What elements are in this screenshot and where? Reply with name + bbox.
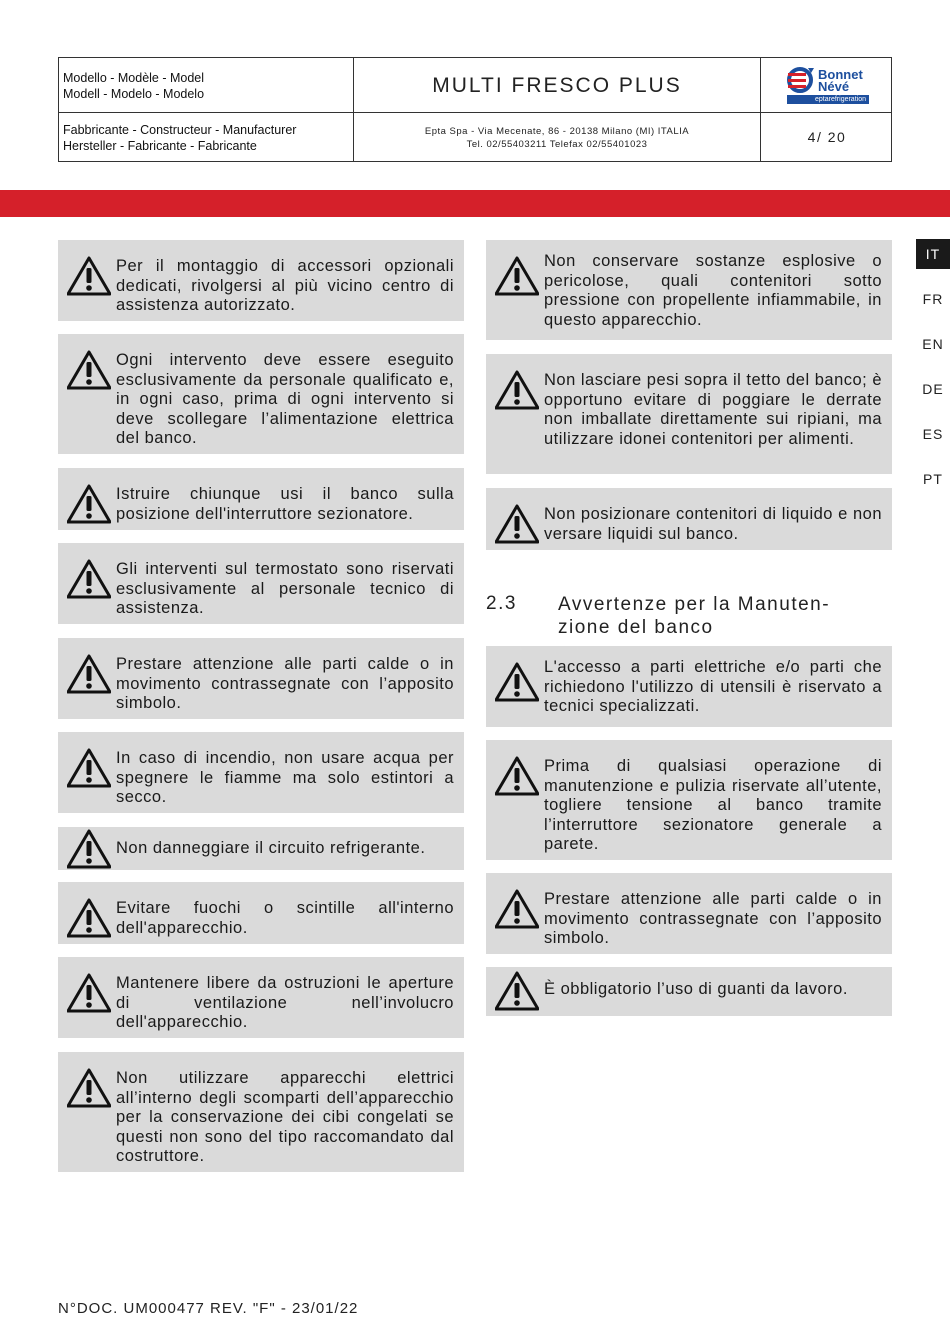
lang-tab-en[interactable]: EN [922,336,944,352]
warning-triangle-icon [495,504,539,544]
warning-text: Mantenere libere da ostruzioni le aperture di ventilazione nell’involucro dell'apparecchio. [116,974,454,1032]
warning-triangle-icon [67,973,111,1013]
warning-triangle-icon [495,756,539,796]
logo-brand-line2: Névé [818,79,850,94]
warning-text: Non posizionare contenitori di liquido e non versare liquidi sul banco. [544,505,882,543]
warning-triangle-icon [67,256,111,296]
model-label [63,70,349,102]
warning-box [486,873,892,954]
warning-box [58,638,464,719]
warning-box [486,354,892,474]
warning-text: In caso di incendio, non usare acqua per spegnere le fiamme ma solo estintori a secco. [116,749,454,807]
warning-box [58,334,464,454]
warning-box [58,882,464,944]
manufacturer-label-line1: Fabbricante - Constructeur - Manufacturer [63,123,297,137]
model-label-line1: Modello - Modèle - Model [63,71,205,85]
logo-brand-line1: Bonnet [818,67,863,82]
warning-box [486,967,892,1016]
warning-text: Non conservare sostanze esplosive o pericolose, quali contenitori sotto pressione con propellente infiammabile, in questo apparecchio. [544,252,882,329]
accent-bar [0,190,950,217]
address-line2: Tel. 02/55403211 Telefax 02/55401023 [466,139,648,150]
warning-text: Evitare fuochi o scintille all'interno dell'apparecchio. [116,899,454,937]
document-title: MULTI FRESCO PLUS [432,74,682,97]
warning-text: Ogni intervento deve essere eseguito esclusivamente da personale qualificato e, in ogni caso, prima di ogni intervento si deve scollegare l’alimentazione elettrica del banco. [116,351,454,448]
warning-text: Istruire chiunque usi il banco sulla posizione dell'interruttore sezionatore. [116,485,454,523]
bonnet-neve-logo [782,63,872,107]
warning-text: L'accesso a parti elettriche e/o parti che richiedono l'utilizzo di utensili è riservato a tecnici specializzati. [544,658,882,716]
warning-box [58,1052,464,1172]
warning-box [486,240,892,340]
warning-box [486,740,892,860]
logo-emblem-icon [784,64,818,96]
warning-text: Prestare attenzione alle parti calde o in movimento contrassegnate con l’apposito simbolo. [116,655,454,713]
warning-triangle-icon [67,559,111,599]
warning-box [58,827,464,870]
lang-tab-fr[interactable]: FR [922,291,944,307]
warning-box [486,646,892,727]
document-header [58,57,892,162]
warning-triangle-icon [495,662,539,702]
model-label-line2: Modell - Modelo - Modelo [63,87,205,101]
page-number: 4/ 20 [807,129,847,145]
warning-text: Gli interventi sul termostato sono riservati esclusivamente al personale tecnico di assistenza. [116,560,454,618]
warning-triangle-icon [67,654,111,694]
logo-tagline: eptarefrigeration [787,95,869,104]
manufacturer-address [354,125,760,151]
warning-box [486,488,892,550]
warning-box [58,957,464,1038]
warning-text: Non utilizzare apparecchi elettrici all’interno degli scomparti dell’apparecchio per la conservazione dei cibi congelati se questi non sono del tipo raccomandato dal costruttore. [116,1069,454,1166]
manufacturer-label [63,122,349,154]
address-line1: Epta Spa - Via Mecenate, 86 - 20138 Milano (MI) ITALIA [424,126,690,137]
lang-tab-pt[interactable]: PT [923,471,943,487]
lang-tab-de[interactable]: DE [922,381,944,397]
warning-text: Non danneggiare il circuito refrigerante. [116,839,426,857]
warning-box [58,732,464,813]
warning-text: Per il montaggio di accessori opzionali dedicati, rivolgersi al più vicino centro di assistenza autorizzato. [116,257,454,315]
lang-tab-it[interactable]: IT [916,239,950,269]
warning-triangle-icon [67,829,111,869]
warning-text: Prestare attenzione alle parti calde o in movimento contrassegnate con l’apposito simbolo. [544,890,882,948]
document-number-footer: N°DOC. UM000477 REV. "F" - 23/01/22 [58,1300,359,1317]
warning-box [58,468,464,530]
warning-box [58,240,464,321]
warning-box [58,543,464,624]
warning-triangle-icon [67,484,111,524]
warning-triangle-icon [67,748,111,788]
lang-tab-es[interactable]: ES [922,426,944,442]
warning-triangle-icon [67,350,111,390]
warning-text: Prima di qualsiasi operazione di manutenzione e pulizia riservate all’utente, togliere tensione al banco tramite l’interruttore sezionatore generale a parete. [544,757,882,854]
manufacturer-label-line2: Hersteller - Fabricante - Fabricante [63,139,257,153]
warning-triangle-icon [495,971,539,1011]
warning-text: Non lasciare pesi sopra il tetto del banco; è opportuno evitare di poggiare le derrate non imballate direttamente sui ripiani, ma utilizzare idonei contenitori per alimenti. [544,371,883,448]
warning-triangle-icon [495,889,539,929]
warning-text: È obbligatorio l’uso di guanti da lavoro. [544,980,848,998]
warning-triangle-icon [495,256,539,296]
warning-triangle-icon [495,370,539,410]
warning-triangle-icon [67,898,111,938]
section-title: Avvertenze per la Manuten- zione del banco [558,594,831,638]
warning-triangle-icon [67,1068,111,1108]
section-number: 2.3 [486,593,517,614]
